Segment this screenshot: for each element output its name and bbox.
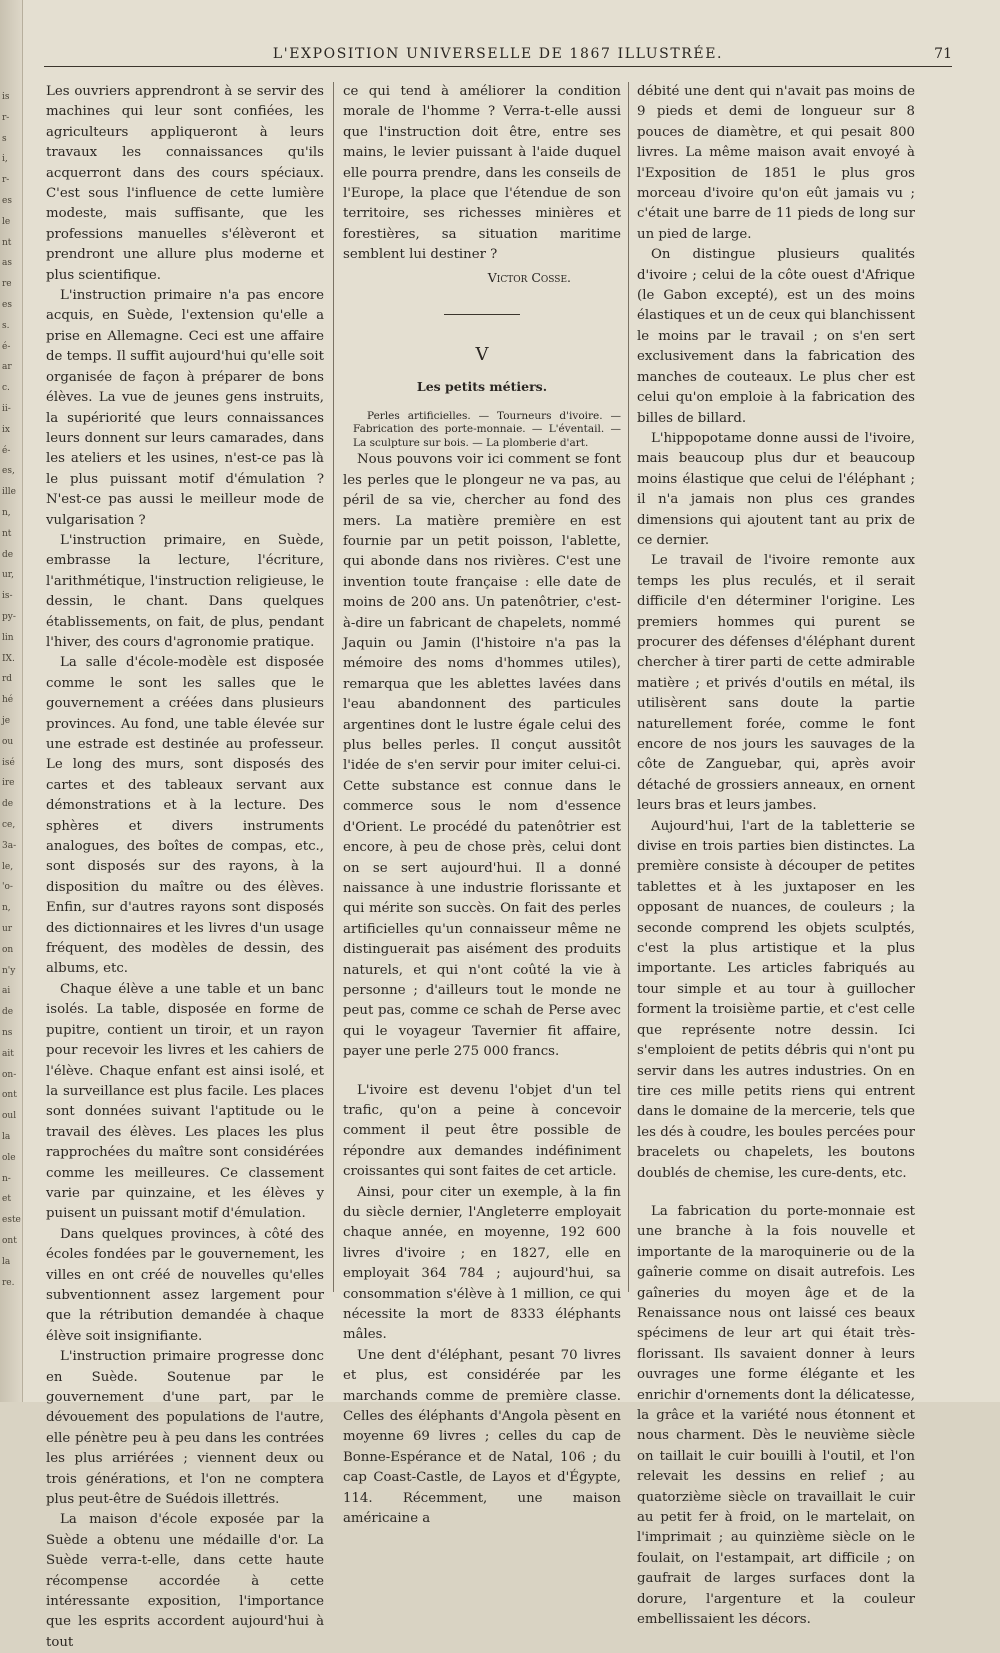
edge-text-fragment: ait (2, 1048, 14, 1059)
edge-text-fragment: es (2, 300, 12, 310)
edge-text-fragment: es, (2, 466, 15, 477)
edge-text-fragment: le (2, 216, 11, 227)
edge-text-fragment: é- (2, 341, 11, 352)
paragraph: Le travail de l'ivoire remonte aux temps les plus reculés, et il serait difficile d'en déterminer l'origine. Les premiers hommes qui purent se procurer des défenses d'éléphant durent chercher à tirer parti de cette admirable matière ; et privés d'outils en métal, ils utilisèrent sans doute la partie naturellement forée, comme le font encore de nos jours les sauvages de la côte de Zanguebar, qui, après avoir détaché de grossiers anneaux, en ornent leurs bras et leurs jambes. (637, 553, 915, 814)
edge-text-fragment: nt (2, 237, 12, 248)
edge-text-fragment: ii- (2, 404, 11, 414)
edge-text-fragment: as (2, 258, 12, 269)
edge-text-fragment: re (2, 279, 12, 290)
edge-text-fragment: n'y (2, 965, 16, 976)
section-title: Les petits métiers. (416, 379, 548, 395)
edge-text-fragment: je (2, 716, 11, 726)
section-divider (444, 314, 520, 315)
edge-text-fragment: c. (2, 383, 10, 394)
edge-text-fragment: le, (2, 861, 14, 872)
edge-text-fragment: ont (2, 1236, 17, 1246)
paragraph: Aujourd'hui, l'art de la tabletterie se divise en trois parties bien distinctes. La première consiste à découper de petites tablettes et à les juxtaposer en les opposant de nuances, de couleurs ; la seconde comprend les objets sculptés, c'est la plus artistique et la plus importante. Les articles fabriqués au tour simple et au tour à guillocher forment la troisième partie, et c'est celle que représente notre dessin. Ici s'emploient de petits débris qui n'ont pu servir dans les autres industries. On en tire ces mille petits riens qui entrent dans le domaine de la mercerie, tels que les dés à coudre, les boules percées pour bracelets ou chapelets, les boutons doublés de chemise, les cure-dents, etc. (637, 818, 915, 1181)
edge-text-fragment: la (2, 1132, 11, 1142)
page-number: 71 (934, 46, 952, 62)
edge-text-fragment: ar (2, 362, 12, 373)
column-1 (46, 82, 324, 1653)
edge-text-fragment: de (2, 799, 14, 810)
paragraph: L'instruction primaire, en Suède, embrasse la lecture, l'écriture, l'arithmétique, l'instruction religieuse, le dessin, le chant. Dans quelques établissements, on fait, de plus, pendant l'hiver, des cours d'agronomie pratique. (46, 532, 324, 650)
edge-text-fragment: es (2, 196, 12, 206)
edge-text-fragment: ur (2, 924, 13, 934)
section-number: V (475, 344, 489, 366)
edge-text-fragment: re. (2, 1277, 15, 1288)
running-title: L'EXPOSITION UNIVERSELLE DE 1867 ILLUSTRÉE. (272, 46, 724, 62)
edge-text-fragment: la (2, 1256, 11, 1267)
edge-text-fragment: is- (2, 591, 13, 602)
paragraph: La salle d'école-modèle est disposée comme le sont les salles que le gouvernement a créées dans plusieurs provinces. Au fond, une table élevée sur une estrade est destinée au professeur. Le long des murs, sont disposés des cartes et des tableaux servant aux démonstrations et à la lecture. Des sphères et divers instruments analogues, des boîtes de compas, etc., sont disposés sur des rayons, à la disposition du maître ou des élèves. Enfin, sur d'autres rayons sont disposés des dictionnaires et les livres d'un usage fréquent, des modèles de dessin, des albums, etc. (46, 655, 324, 977)
paragraph: On distingue plusieurs qualités d'ivoire ; celui de la côte ouest d'Afrique (le Gabon excepté), est un des moins élastiques et un de ceux qui blanchissent le moins par le travail ; on s'en sert exclusivement dans la fabrication des manches de couteaux. Le plus cher est celui qu'on emploie à la fabrication des billes de billard. (637, 247, 915, 426)
paragraph: La maison d'école exposée par la Suède a obtenu une médaille d'or. La Suède verra-t-elle, dans cette haute récompense accordée à cette intéressante exposition, l'importance que les esprits accordent aujourd'hui à tout (46, 1512, 324, 1650)
edge-text-fragment: i, (2, 154, 8, 165)
edge-text-fragment: ce, (2, 820, 16, 830)
paragraph: ce qui tend à améliorer la condition morale de l'homme ? Verra-t-elle aussi que l'instruction doit être, entre ses mains, le levier puissant à l'aide duquel elle pourra prendre, dans les conseils de l'Europe, la place que l'étendue de son territoire, ses richesses minières et forestières, sa situation maritime semblent lui destiner ? (343, 84, 621, 263)
edge-text-fragment: lin (2, 632, 14, 643)
paragraph: débité une dent qui n'avait pas moins de 9 pieds et demi de longueur sur 8 pouces de diamètre, et qui pesait 800 livres. La même maison avait envoyé à l'Exposition de 1851 le plus gros morceau d'ivoire qu'on eût jamais vu ; c'était une barre de 11 pieds de long sur un pied de large. (637, 84, 915, 242)
column-2 (343, 82, 621, 1530)
edge-text-fragment: é- (2, 445, 11, 456)
edge-text-fragment: oul (2, 1111, 17, 1122)
edge-text-fragment: nt (2, 528, 12, 539)
paragraph-gap (637, 1184, 915, 1202)
paragraph: Dans quelques provinces, à côté des écoles fondées par le gouvernement, les villes en ont créé de nouvelles qu'elles subventionnent assez largement pour que la rétribution demandée à chaque élève soit insignifiante. (46, 1226, 324, 1344)
edge-text-fragment: on (2, 944, 14, 955)
column-3 (637, 82, 915, 1630)
paragraph: Nous pouvons voir ici comment se font les perles que le plongeur ne va pas, au péril de sa vie, chercher au fond des mers. La matière première en est fournie par un petit poisson, l'ablette, qui abonde dans nos rivières. C'est une invention toute française : elle date de moins de 200 ans. Un patenôtrier, c'est-à-dire un fabricant de chapelets, nommé Jaquin ou Jamin (l'histoire n'a pas la mémoire des noms d'hommes utiles), remarqua que les ablettes lavées dans l'eau abandonnent des particules argentines dont le lustre égale celui des plus belles perles. Il conçut aussitôt l'idée de s'en servir pour imiter celui-ci. Cette substance est connue dans le commerce sous le nom d'essence d'Orient. Le procédé du patenôtrier est encore, à peu de chose près, celui dont on se sert aujourd'hui. Il a donné naissance à une industrie florissante et qui mérite son succès. On fait des perles artificielles qu'un connaisseur même ne distinguerait pas aisément des produits naturels, et qui n'ont coûté la vie à personne ; d'ailleurs tout le monde ne peut pas, comme ce schah de Perse avec qui le voyageur Tavernier fit affaire, payer une perle 275 000 francs. (343, 452, 621, 1060)
edge-text-fragment: et (2, 1194, 11, 1205)
edge-text-fragment: s (2, 133, 7, 144)
edge-text-fragment: on- (2, 1069, 17, 1080)
edge-text-fragment: de (2, 549, 14, 560)
paragraph: L'ivoire est devenu l'objet d'un tel trafic, qu'on a peine à concevoir comment il peut être possible de répondre aux demandes indéfiniment croissantes qui sont faites de cet article. (343, 1082, 621, 1180)
edge-text-fragment: rd (2, 674, 13, 685)
section-summary: Perles artificielles. — Tourneurs d'ivoire. — Fabrication des porte-monnaie. — L'éventail. — La sculpture sur bois. — La plomberie d'art. (353, 409, 621, 449)
author-signature: Victor Cosse. (487, 269, 571, 285)
paragraph: L'hippopotame donne aussi de l'ivoire, mais beaucoup plus dur et beaucoup moins élastique que celui de l'éléphant ; il n'a jamais non plus ces grandes dimensions qui ajoutent tant au prix de ce dernier. (637, 430, 915, 548)
edge-text-fragment: isé (2, 757, 15, 768)
edge-text-fragment: ur, (2, 570, 14, 581)
edge-text-fragment: hé (2, 695, 14, 706)
edge-text-fragment: ns (2, 1028, 13, 1038)
paragraph: L'instruction primaire progresse donc en Suède. Soutenue par le gouvernement d'une part, par le dévouement des populations de l'autre, elle pénètre peu à peu dans les contrées les plus arriérées ; viennent deux ou trois générations, et l'on ne comptera plus peut-être de Suédois illettrés. (46, 1349, 324, 1508)
edge-text-fragment: ou (2, 736, 14, 747)
edge-text-fragment: r- (2, 175, 10, 186)
edge-text-fragment: IX. (2, 653, 15, 664)
edge-text-fragment: s. (2, 320, 10, 331)
paragraph: Une dent d'éléphant, pesant 70 livres et plus, est considérée par les marchands comme de première classe. Celles des éléphants d'Angola pèsent en moyenne 69 livres ; celles du cap de Bonne-Espérance et de Natal, 106 ; du cap Coast-Castle, de Layos et d'Égypte, 114. Récemment, une maison américaine a (343, 1347, 621, 1527)
paragraph: Chaque élève a une table et un banc isolés. La table, disposée en forme de pupitre, contient un tiroir, et un rayon pour recevoir les livres et les cahiers de l'élève. Chaque enfant est ainsi isolé, et la surveillance est plus facile. Les places sont données suivant l'aptitude ou le travail des élèves. Les places les plus rapprochées du maître sont considérées comme les meilleures. Ce classement varie par quinzaine, et les élèves y puisent un puissant motif d'émulation. (46, 981, 324, 1222)
adjacent-page-edge (0, 0, 23, 1402)
paragraph: Ainsi, pour citer un exemple, à la fin du siècle dernier, l'Angleterre employait chaque année, en moyenne, 192 600 livres d'ivoire ; en 1827, elle en employait 364 784 ; aujourd'hui, sa consommation s'élève à 1 million, ce qui nécessite la mort de 8333 éléphants mâles. (343, 1184, 621, 1343)
edge-text-fragment: n- (2, 1173, 11, 1184)
edge-text-fragment: n, (2, 903, 11, 914)
edge-text-fragment: de (2, 1007, 14, 1018)
column-rule (628, 82, 629, 1292)
edge-text-fragment: 3a- (2, 840, 17, 851)
paragraph: L'instruction primaire n'a pas encore acquis, en Suède, l'extension qu'elle a prise en Allemagne. Ceci est une affaire de temps. Il suffit aujourd'hui qu'elle soit organisée de façon à préparer de bons élèves. La vue de jeunes gens instruits, la supériorité que leurs connaissances leurs donnent sur leurs camarades, dans les ateliers et les usines, n'est-ce pas là le plus puissant motif d'émulation ? N'est-ce pas aussi le meilleur mode de vulgarisation ? (46, 288, 324, 528)
running-head (44, 40, 952, 67)
edge-text-fragment: py- (2, 612, 16, 622)
edge-text-fragment: 'o- (2, 882, 13, 893)
edge-text-fragment: ole (2, 1152, 16, 1163)
edge-text-fragment: ont (2, 1090, 17, 1101)
edge-text-fragment: ire (2, 778, 15, 789)
paragraph: Les ouvriers apprendront à se servir des machines qui leur sont confiées, les agriculteurs appliqueront à leurs travaux les connaissances qu'ils acquerront dans des cours spéciaux. C'est sous l'influence de cette lumière modeste, mais suffisante, que les professions manuelles s'élèveront et prendront une allure plus moderne et plus scientifique. (46, 84, 324, 283)
edge-text-fragment: ai (2, 986, 11, 997)
edge-text-fragment: ille (2, 487, 16, 498)
edge-text-fragment: n, (2, 508, 11, 518)
paragraph: La fabrication du porte-monnaie est une branche à la fois nouvelle et importante de la maroquinerie ou de la gaînerie comme on disait autrefois. Les gaîneries du moyen âge et de la Renaissance nous ont laissé ces beaux spécimens de leur art qui était très-florissant. Ils savaient donner à leurs ouvrages une forme élégante et les enrichir d'ornements dont la délicatesse, la grâce et la variété nous étonnent et nous charment. Dès le neuvième siècle on taillait le cuir bouilli à l'outil, et l'on relevait les dessins en relief ; au quatorzième siècle on travaillait le cuir au petit fer à froid, on le martelait, on l'imprimait ; au quinzième siècle on le foulait, on l'estampait, art difficile ; on gaufrait de larges surfaces dont la dorure, l'argenture et la couleur embellissaient les décors. (637, 1203, 915, 1628)
edge-text-fragment: r- (2, 112, 10, 123)
edge-text-fragment: ix (2, 424, 10, 435)
edge-text-fragment: este (2, 1215, 21, 1226)
paragraph-gap (343, 1063, 621, 1081)
edge-text-fragment: is (2, 92, 10, 102)
column-rule (333, 82, 334, 1292)
